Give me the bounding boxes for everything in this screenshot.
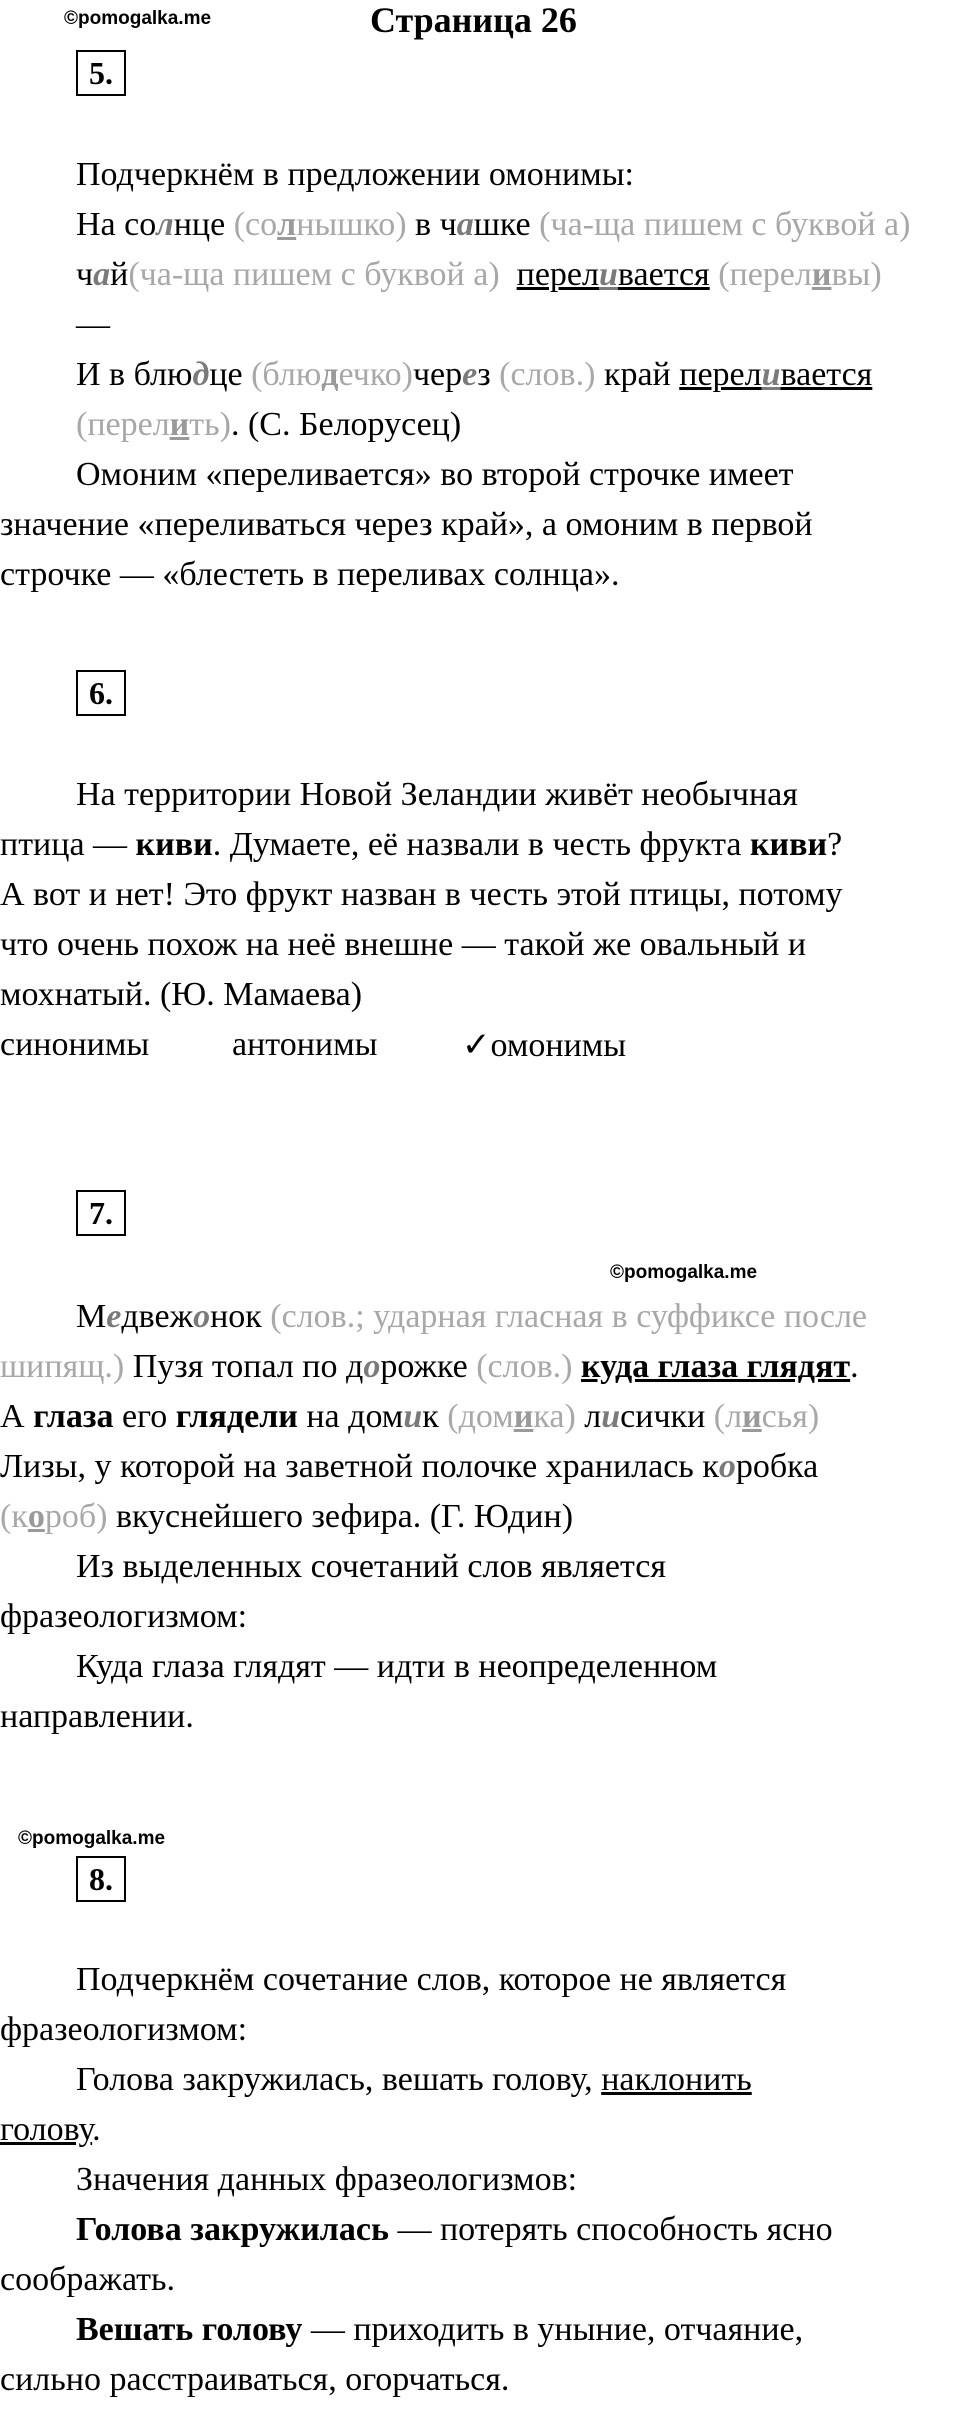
task-7-para-1: Из выделенных сочетаний слов является	[76, 1548, 666, 1585]
task-6-para-1: На территории Новой Зеландии живёт необычная	[76, 776, 798, 813]
task-8-number: 8.	[76, 1856, 126, 1902]
task-7-line-4: Лизы, у которой на заветной полочке хранилась коробка	[0, 1448, 819, 1485]
task-5-number: 5.	[76, 50, 126, 96]
task-7-line-1: Медвежонок (слов.; ударная гласная в суффиксе после	[76, 1298, 868, 1335]
option-synonyms: синонимы	[0, 1026, 150, 1063]
task-7-line-2: шипящ.) Пузя топал по дорожке (слов.) куда глаза глядят.	[0, 1348, 859, 1385]
task-8-para-3: Голова закружилась, вешать голову, наклонить	[76, 2061, 752, 2098]
option-antonyms: антонимы	[232, 1026, 378, 1063]
task-8-para-5: Значения данных фразеологизмов:	[76, 2161, 578, 2198]
watermark-middle: ©pomogalka.me	[610, 1262, 758, 1283]
task-5-dash: —	[76, 306, 110, 343]
task-8-para-7: соображать.	[0, 2261, 176, 2298]
task-5-line-4: И в блюдце (блюдечко)через (слов.) край переливается	[76, 356, 873, 393]
task-6-para-5: мохнатый. (Ю. Мамаева)	[0, 976, 363, 1013]
task-8-para-1: Подчеркнём сочетание слов, которое не является	[76, 1961, 787, 1998]
watermark-bottom: ©pomogalka.me	[18, 1828, 166, 1849]
task-6-number: 6.	[76, 670, 126, 716]
task-5-para-2: значение «переливаться через край», а омоним в первой	[0, 506, 813, 543]
page-title: Страница 26	[370, 0, 577, 40]
task-8-body	[0, 1955, 960, 2405]
task-5-para-3: строчке — «блестеть в переливах солнца».	[0, 556, 620, 593]
checkmark-icon: ✓	[462, 1025, 491, 1065]
option-homonyms: ✓омонимы	[462, 1025, 627, 1065]
task-8-para-4: голову.	[0, 2111, 101, 2148]
task-7-para-4: направлении.	[0, 1698, 194, 1735]
task-6-options	[0, 1020, 960, 1070]
task-6-para-3: А вот и нет! Это фрукт назван в честь этой птицы, потому	[0, 876, 843, 913]
task-7-para-2: фразеологизмом:	[0, 1598, 248, 1635]
task-7-line-5: (короб) вкуснейшего зефира. (Г. Юдин)	[0, 1498, 574, 1535]
task-7-para-3: Куда глаза глядят — идти в неопределенном	[76, 1648, 718, 1685]
task-5-para-1: Омоним «переливается» во второй строчке имеет	[76, 456, 794, 493]
task-6-para-4: что очень похож на неё внешне — такой же овальный и	[0, 926, 807, 963]
watermark-top: ©pomogalka.me	[64, 8, 212, 29]
task-8-para-2: фразеологизмом:	[0, 2011, 248, 2048]
task-8-para-8: Вешать голову — приходить в уныние, отчаяние,	[76, 2311, 804, 2348]
task-7-body	[0, 1292, 960, 1742]
task-6-para-2: птица — киви. Думаете, её назвали в честь фрукта киви?	[0, 826, 843, 863]
task-7-number: 7.	[76, 1190, 126, 1236]
task-8-para-9: сильно расстраиваться, огорчаться.	[0, 2361, 510, 2398]
task-5-line-1: На солнце (солнышко) в чашке (ча-ща пишем с буквой а)	[76, 206, 911, 243]
task-5-line-2: чай(ча-ща пишем с буквой а) переливается (переливы)	[76, 256, 882, 293]
task-5-body	[0, 150, 960, 600]
task-6-body	[0, 770, 960, 1070]
task-8-para-6: Голова закружилась — потерять способность ясно	[76, 2211, 833, 2248]
task-5-intro: Подчеркнём в предложении омонимы:	[76, 156, 634, 193]
task-5-line-5: (перелить). (С. Белорусец)	[76, 406, 462, 443]
task-7-line-3: А глаза его глядели на домик (домика) лисички (лисья)	[0, 1398, 820, 1435]
